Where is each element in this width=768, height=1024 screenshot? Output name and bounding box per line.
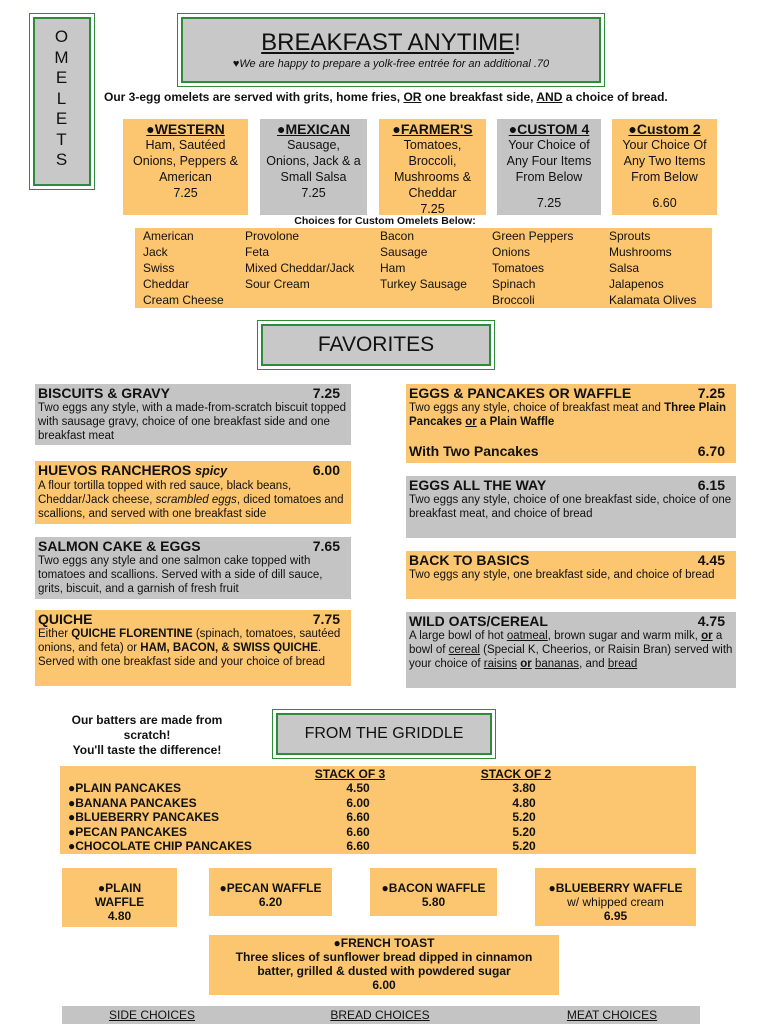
favorite-back-to-basics: BACK TO BASICS 4.45 Two eggs any style, one breakfast side, and choice of bread <box>406 551 736 599</box>
griddle-row: ●BANANA PANCAKES 6.00 4.80 <box>68 795 536 810</box>
custom-choices-meat: Bacon Sausage Ham Turkey Sausage <box>374 228 486 308</box>
waffle-plain: ●PLAIN WAFFLE 4.80 <box>62 868 177 927</box>
griddle-row: ●CHOCOLATE CHIP PANCAKES 6.60 5.20 <box>68 839 536 853</box>
bread-choices-heading: BREAD CHOICES <box>330 1008 430 1022</box>
custom-choices-cheese-1: American Jack Swiss Cheddar Cream Cheese <box>135 228 237 308</box>
yolk-free-note: ♥We are happy to prepare a yolk-free entrée for an additional .70 <box>232 58 550 70</box>
griddle-row: ●PECAN PANCAKES 6.60 5.20 <box>68 824 536 839</box>
favorites-title: FAVORITES <box>261 324 491 366</box>
griddle-table <box>60 766 696 854</box>
omelet-card-mexican: ●MEXICAN Sausage, Onions, Jack & a Small Salsa 7.25 <box>260 119 367 215</box>
batters-note: Our batters are made from scratch! You'll taste the difference! <box>71 713 223 757</box>
col-stack-of-2: STACK OF 2 <box>480 767 552 781</box>
col-stack-of-3: STACK OF 3 <box>314 767 386 781</box>
favorite-eggs-all-the-way: EGGS ALL THE WAY 6.15 Two eggs any style, choice of one breakfast side, choice of one breakfast meat, and choice of bread <box>406 476 736 538</box>
side-choices-heading: SIDE CHOICES <box>108 1008 195 1022</box>
omelets-side-label: O M E L E T S <box>33 17 91 186</box>
omelet-card-farmers: ●FARMER'S Tomatoes, Broccoli, Mushrooms & Cheddar 7.25 <box>379 119 486 215</box>
griddle-title: FROM THE GRIDDLE <box>276 713 492 755</box>
favorite-wild-oats: WILD OATS/CEREAL 4.75 A large bowl of hot oatmeal, brown sugar and warm milk, or a bowl of cereal (Special K, Cheerios, or Raisin Bran) served with your choice of raisins or bananas, and bread <box>406 612 736 688</box>
waffle-bacon: ●BACON WAFFLE 5.80 <box>370 868 497 916</box>
custom-choices-veg-2: Sprouts Mushrooms Salsa Jalapenos Kalamata Olives <box>602 228 712 308</box>
omelet-card-custom4: ●CUSTOM 4 Your Choice of Any Four Items From Below 7.25 <box>497 119 601 215</box>
custom-choices-cheese-2: Provolone Feta Mixed Cheddar/Jack Sour Cream <box>237 228 374 308</box>
omelet-intro: Our 3-egg omelets are served with grits, home fries, OR one breakfast side, AND a choice of bread. <box>104 90 668 104</box>
favorite-eggs-pancakes: EGGS & PANCAKES OR WAFFLE 7.25 Two eggs any style, choice of breakfast meat and Three Plain Pancakes or a Plain Waffle With Two Pancakes 6.70 <box>406 384 736 463</box>
griddle-row: ●PLAIN PANCAKES 4.50 3.80 <box>68 781 536 795</box>
favorite-salmon-cake: SALMON CAKE & EGGS 7.65 Two eggs any style and one salmon cake topped with tomatoes and scallions. Served with a side of dill sauce, grits, biscuit, and a garnish of fresh fruit <box>35 537 351 599</box>
omelet-card-custom2: ●Custom 2 Your Choice Of Any Two Items From Below 6.60 <box>612 119 717 215</box>
griddle-row: ●BLUEBERRY PANCAKES 6.60 5.20 <box>68 810 536 824</box>
omelet-card-western: ●WESTERN Ham, Sautéed Onions, Peppers & American 7.25 <box>123 119 248 215</box>
favorite-huevos-rancheros: HUEVOS RANCHEROS spicy 6.00 A flour tortilla topped with red sauce, black beans, Cheddar/Jack cheese, scrambled eggs, diced tomatoes and scallions, and served with one breakfast side <box>35 461 351 524</box>
waffle-pecan: ●PECAN WAFFLE 6.20 <box>209 868 332 916</box>
header-banner <box>181 17 601 83</box>
favorite-biscuits-gravy: BISCUITS & GRAVY 7.25 Two eggs any style, with a made-from-scratch biscuit topped with sausage gravy, choice of one breakfast side and one breakfast meat <box>35 384 351 445</box>
custom-choices-veg-1: Green Peppers Onions Tomatoes Spinach Broccoli <box>486 228 602 308</box>
bottom-choices-bar <box>62 1006 700 1024</box>
page-title: BREAKFAST ANYTIME! <box>261 29 521 56</box>
waffle-blueberry: ●BLUEBERRY WAFFLE w/ whipped cream 6.95 <box>535 868 696 926</box>
favorite-quiche: QUICHE 7.75 Either QUICHE FLORENTINE (spinach, tomatoes, sautéed onions, and feta) or HAM, BACON, & SWISS QUICHE. Served with one breakfast side and your choice of bread <box>35 610 351 686</box>
french-toast: ●FRENCH TOAST Three slices of sunflower bread dipped in cinnamon batter, grilled & dusted with powdered sugar 6.00 <box>209 935 559 995</box>
meat-choices-heading: MEAT CHOICES <box>566 1008 658 1022</box>
custom-choices-label: Choices for Custom Omelets Below: <box>294 215 476 227</box>
